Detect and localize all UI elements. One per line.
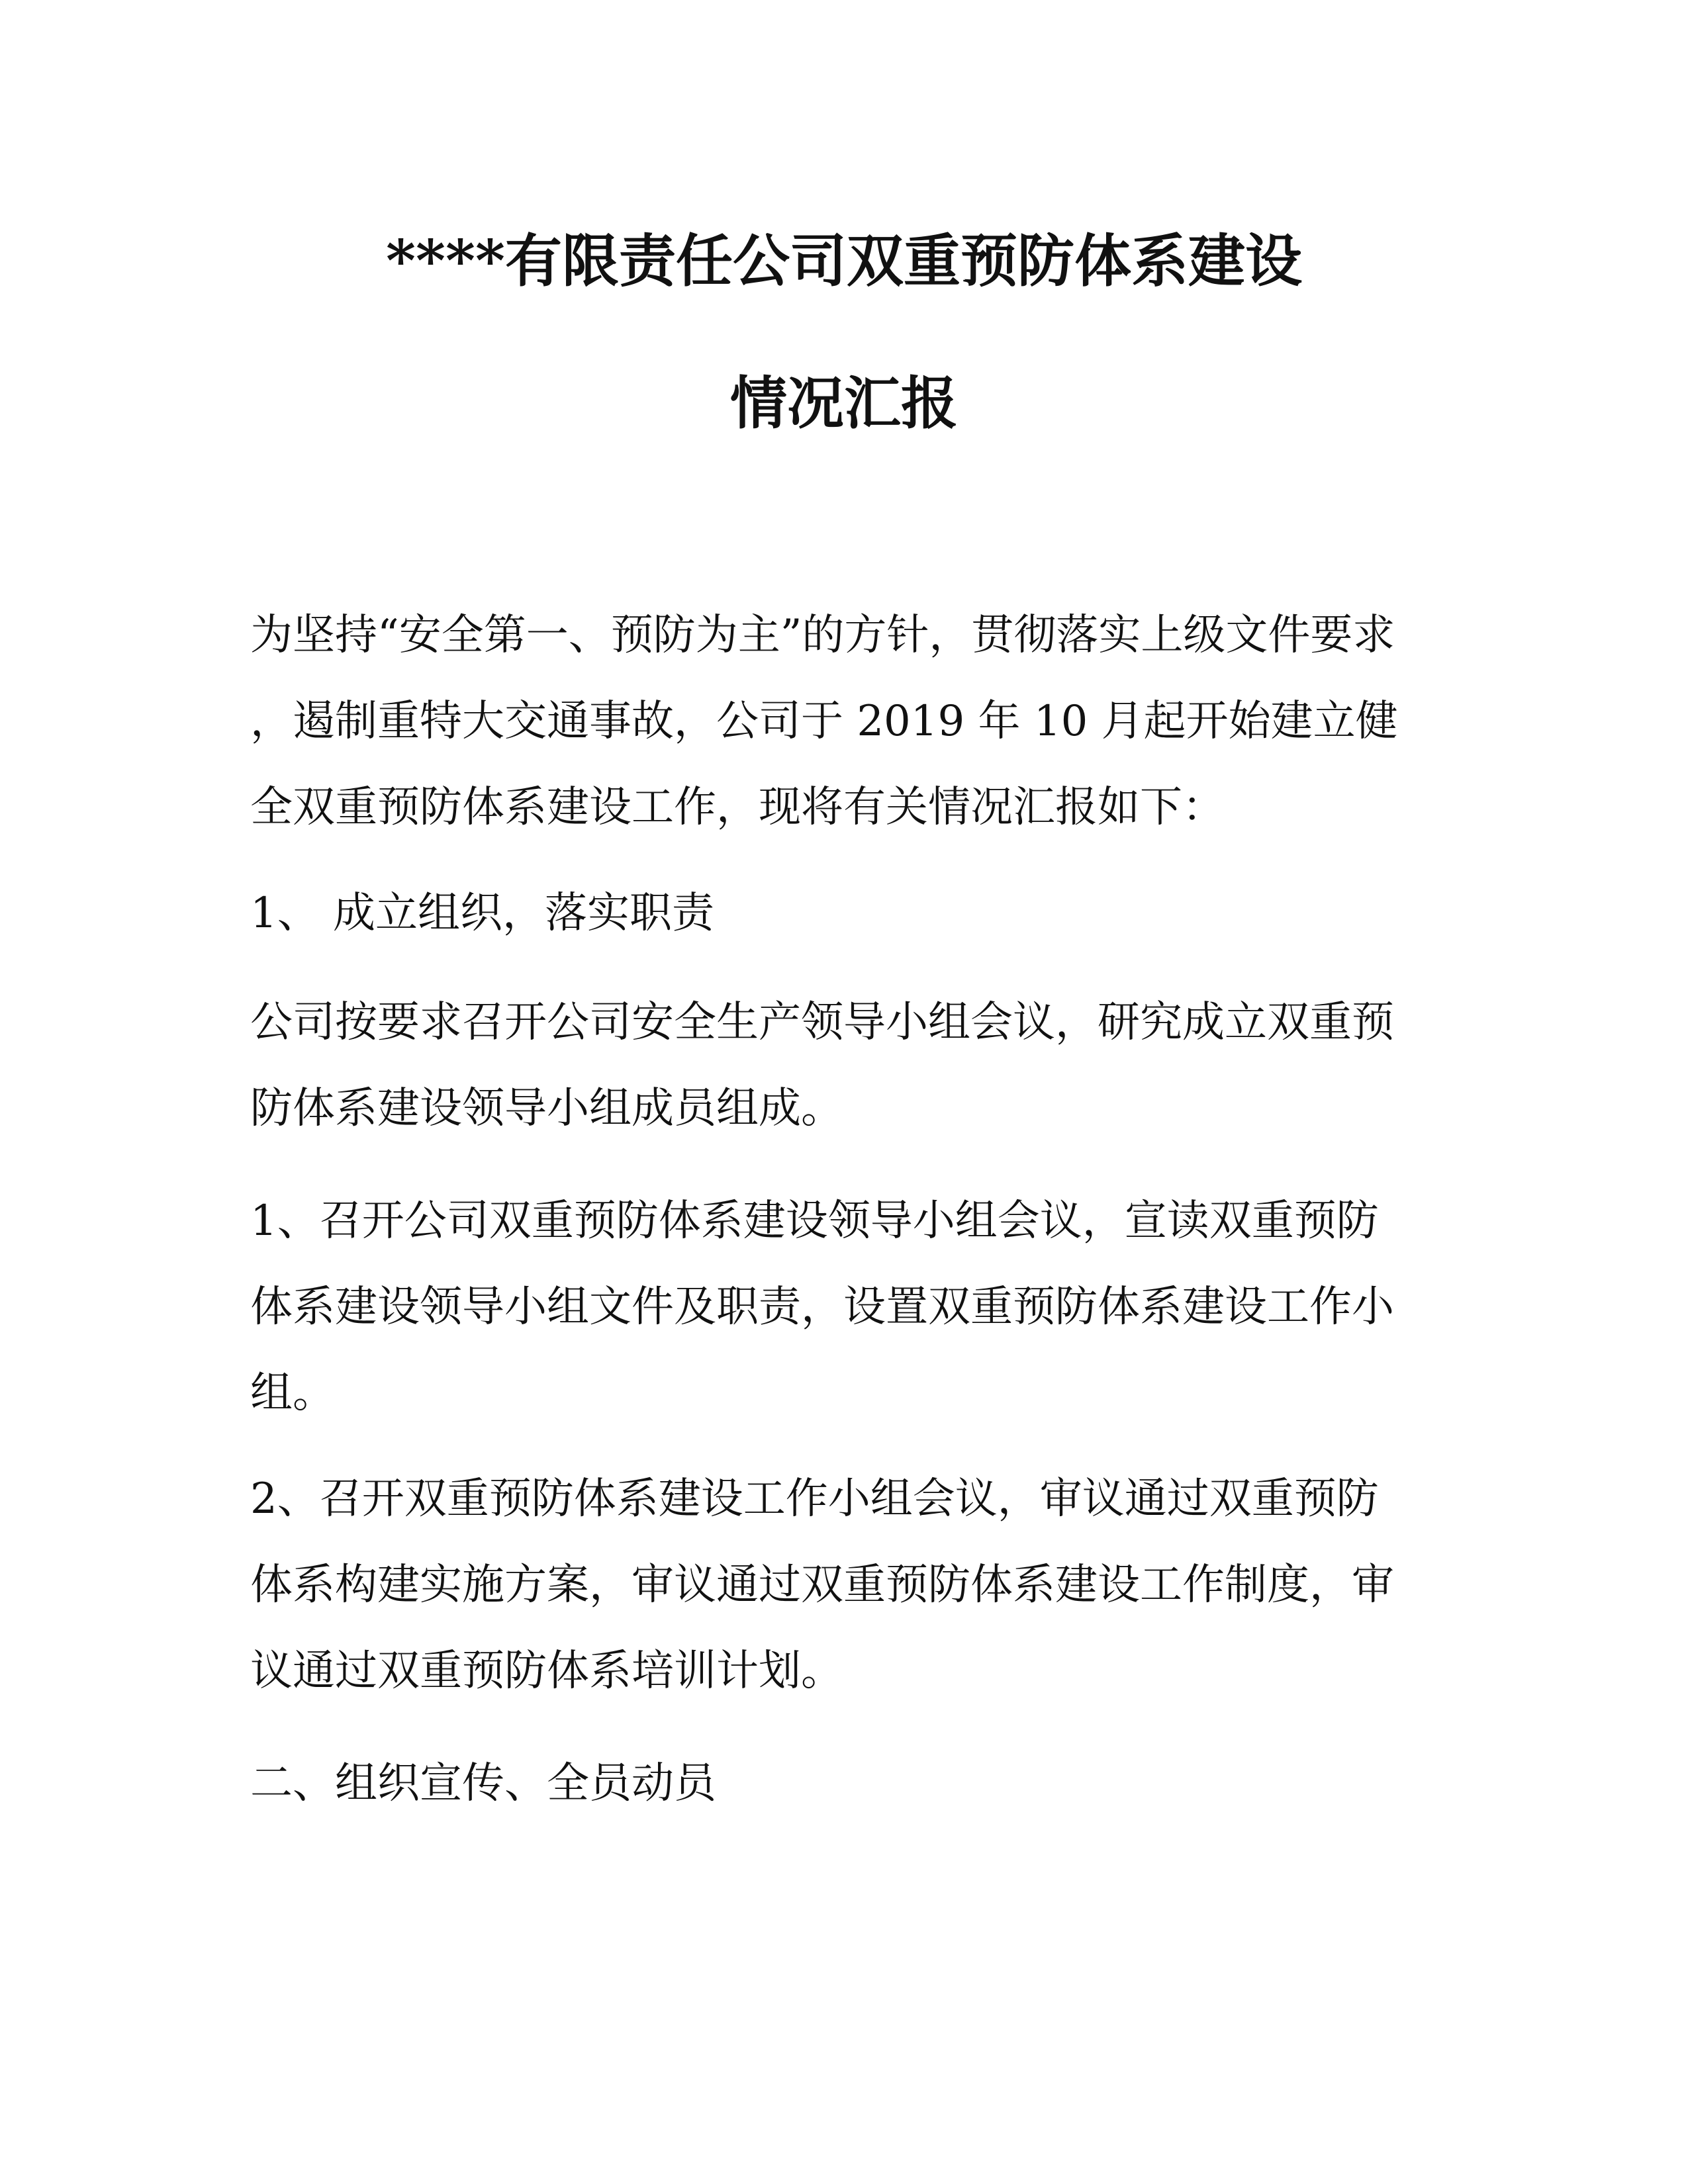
intro-paragraph-line-1: 为坚持“安全第一、预防为主”的方针，贯彻落实上级文件要求 [250,611,1395,660]
section-1-paragraph-line-2: 防体系建设领导小组成员组成。 [250,1084,843,1133]
item-2-line-1: 2、召开双重预防体系建设工作小组会议，审议通过双重预防 [250,1475,1379,1524]
document-title-line-1: ****有限责任公司双重预防体系建设 [386,228,1302,295]
intro-paragraph-line-2: ，遏制重特大交通事故，公司于 2019 年 10 月起开始建立健 [250,697,1398,746]
section-2-heading: 二、组织宣传、全员动员 [250,1759,716,1808]
item-2-line-2: 体系构建实施方案，审议通过双重预防体系建设工作制度，审 [250,1561,1394,1610]
section-1-heading: 1、 成立组织，落实职责 [250,889,715,938]
item-1-line-2: 体系建设领导小组文件及职责，设置双重预防体系建设工作小 [250,1283,1394,1332]
item-1-line-1: 1、召开公司双重预防体系建设领导小组会议，宣读双重预防 [250,1197,1379,1246]
section-1-paragraph-line-1: 公司按要求召开公司安全生产领导小组会议，研究成立双重预 [250,998,1394,1047]
item-2-line-3: 议通过双重预防体系培训计划。 [250,1647,843,1696]
item-1-line-3: 组。 [250,1369,335,1418]
document-title-line-2: 情况汇报 [730,370,958,437]
intro-paragraph-line-3: 全双重预防体系建设工作，现将有关情况汇报如下： [250,783,1225,832]
